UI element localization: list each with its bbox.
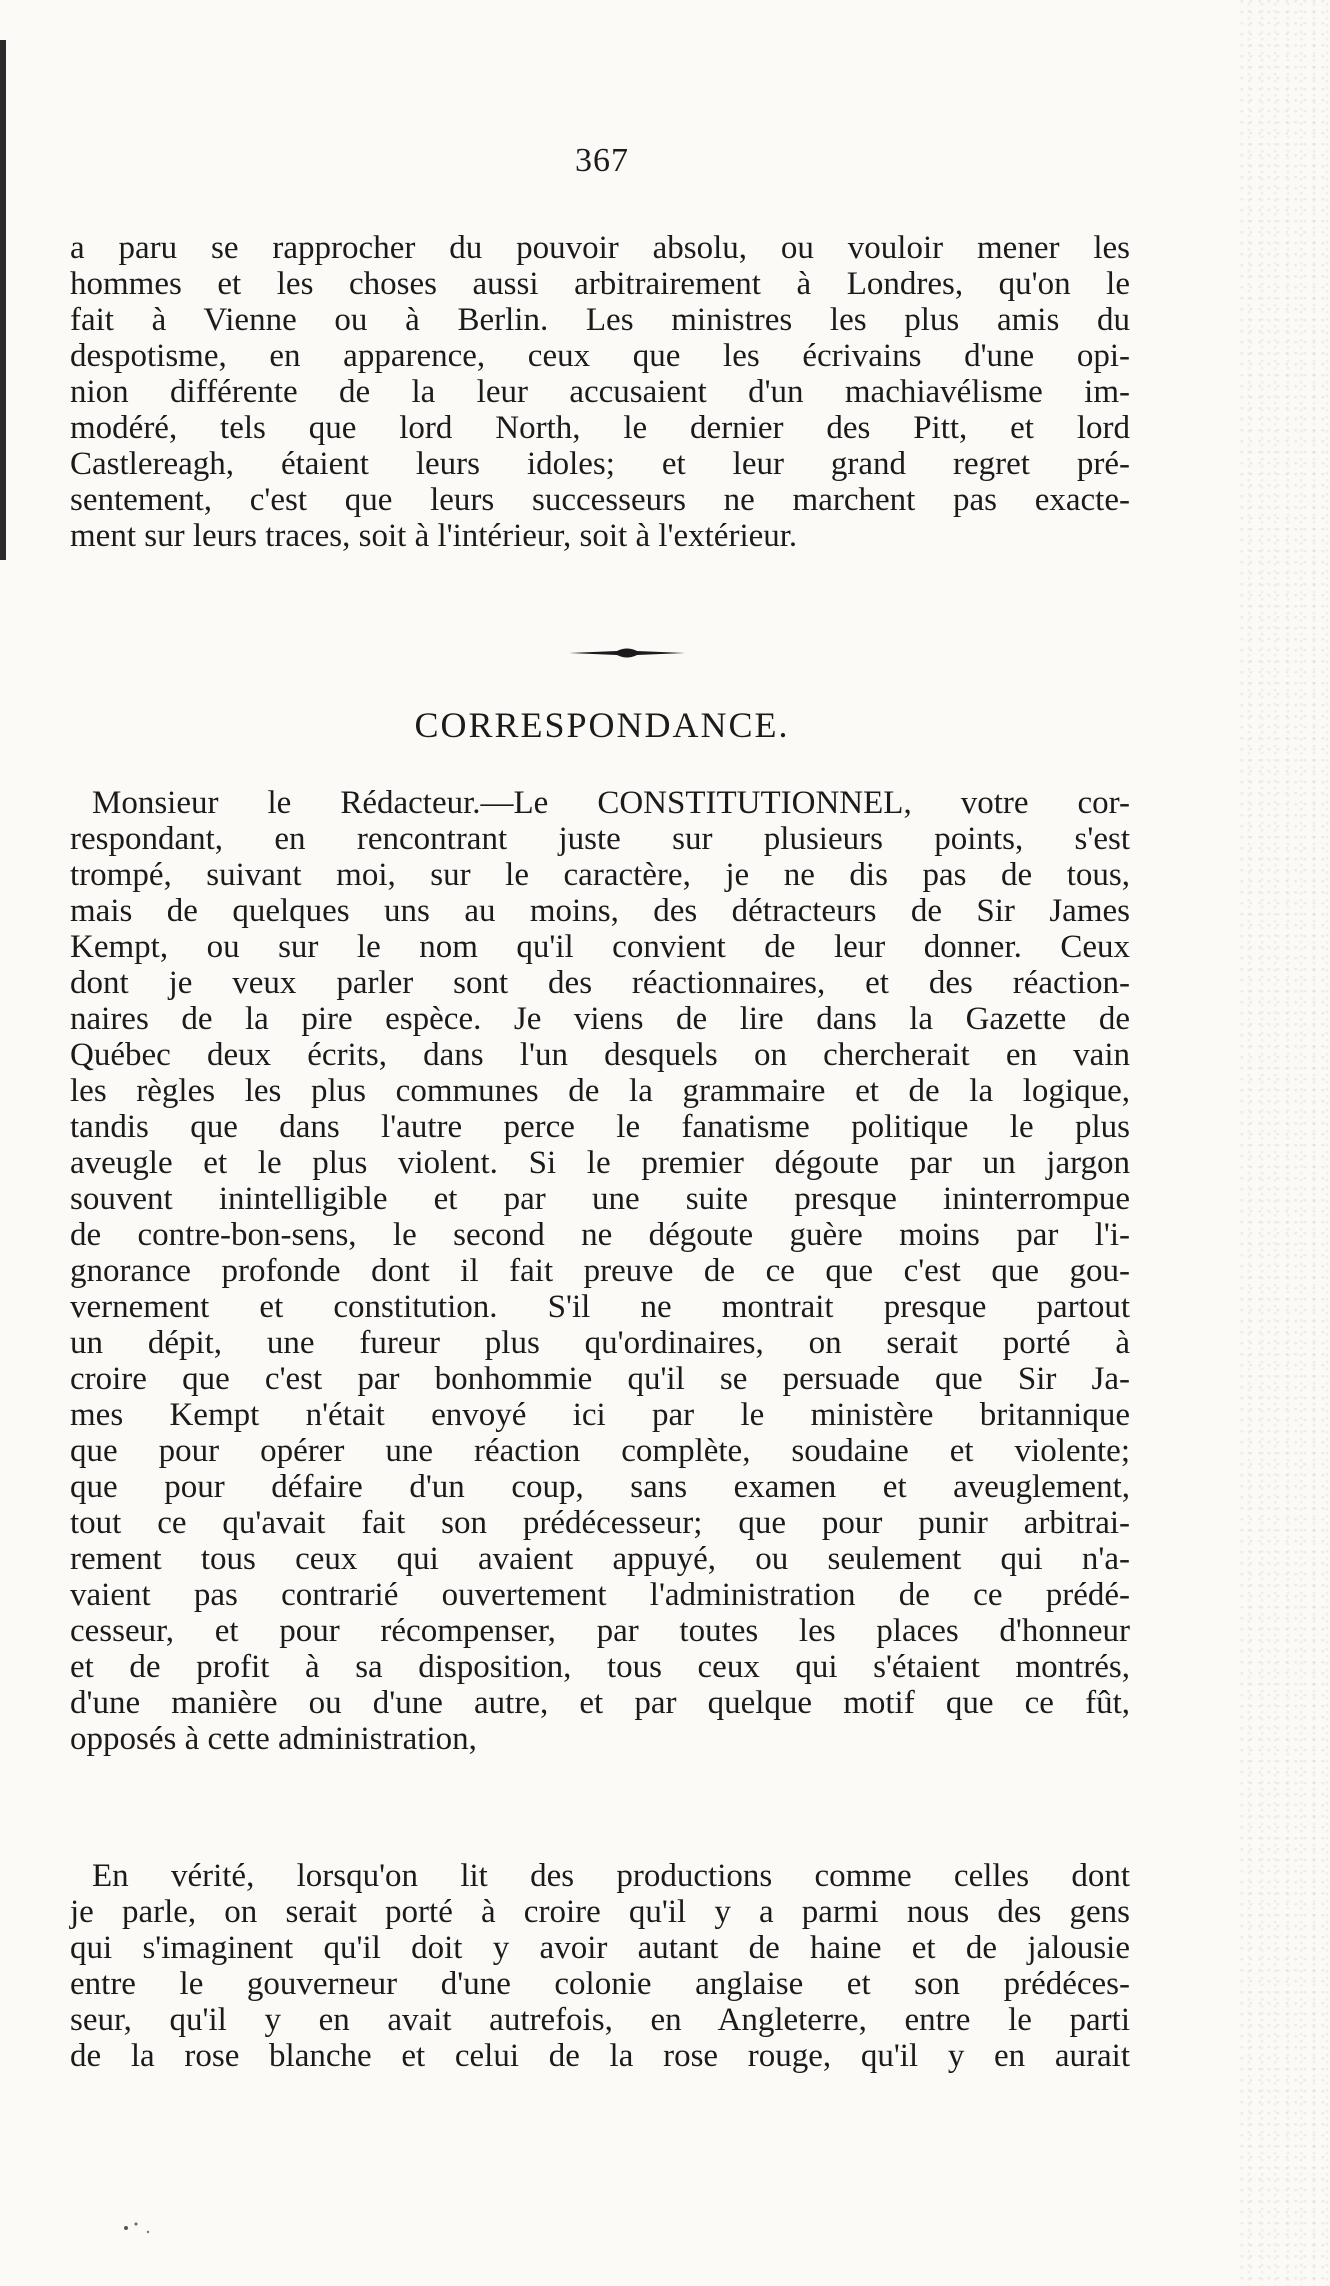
text-line: de la rose blanche et celui de la rose rouge, qu'il y en aurait [70, 2038, 1130, 2074]
text-line: modéré, tels que lord North, le dernier des Pitt, et lord [70, 410, 1130, 446]
paragraph-3 [70, 1858, 1130, 2074]
section-heading: CORRESPONDANCE. [414, 705, 790, 745]
text-line: seur, qu'il y en avait autrefois, en Angleterre, entre le parti [70, 2002, 1130, 2038]
text-line: trompé, suivant moi, sur le caractère, je ne dis pas de tous, [70, 857, 1130, 893]
text-line: Monsieur le Rédacteur.—Le CONSTITUTIONNEL, votre cor- [92, 785, 1130, 821]
text-line: sentement, c'est que leurs successeurs ne marchent pas exacte- [70, 482, 1130, 518]
text-line: mais de quelques uns au moins, des détracteurs de Sir James [70, 893, 1130, 929]
text-line: et de profit à sa disposition, tous ceux qui s'étaient montrés, [70, 1649, 1130, 1685]
text-line: gnorance profonde dont il fait preuve de ce que c'est que gou- [70, 1253, 1130, 1289]
page-number: 367 [575, 142, 629, 179]
text-line: vernement et constitution. S'il ne montrait presque partout [70, 1289, 1130, 1325]
text-line: mes Kempt n'était envoyé ici par le ministère britannique [70, 1397, 1130, 1433]
scan-speckle [1240, 0, 1330, 2286]
text-line: les règles les plus communes de la grammaire et de la logique, [70, 1073, 1130, 1109]
text-line: opposés à cette administration, [70, 1721, 477, 1757]
text-line: hommes et les choses aussi arbitrairement à Londres, qu'on le [70, 266, 1130, 302]
text-line: que pour défaire d'un coup, sans examen et aveuglement, [70, 1469, 1130, 1505]
text-line: Castlereagh, étaient leurs idoles; et leur grand regret pré- [70, 446, 1130, 482]
scan-smudge [120, 2218, 160, 2238]
text-line: un dépit, une fureur plus qu'ordinaires, on serait porté à [70, 1325, 1130, 1361]
text-line: nion différente de la leur accusaient d'un machiavélisme im- [70, 374, 1130, 410]
text-line: fait à Vienne ou à Berlin. Les ministres les plus amis du [70, 302, 1130, 338]
text-line: despotisme, en apparence, ceux que les écrivains d'une opi- [70, 338, 1130, 374]
text-line: dont je veux parler sont des réactionnaires, et des réaction- [70, 965, 1130, 1001]
text-line: vaient pas contrarié ouvertement l'administration de ce prédé- [70, 1577, 1130, 1613]
text-line: respondant, en rencontrant juste sur plusieurs points, s'est [70, 821, 1130, 857]
text-line: entre le gouverneur d'une colonie anglaise et son prédéces- [70, 1966, 1130, 2002]
text-line: Québec deux écrits, dans l'un desquels on chercherait en vain [70, 1037, 1130, 1073]
text-line: rement tous ceux qui avaient appuyé, ou seulement qui n'a- [70, 1541, 1130, 1577]
text-line: tout ce qu'avait fait son prédécesseur; que pour punir arbitrai- [70, 1505, 1130, 1541]
scan-edge [0, 40, 6, 560]
text-line: naires de la pire espèce. Je viens de lire dans la Gazette de [70, 1001, 1130, 1037]
text-line: croire que c'est par bonhommie qu'il se persuade que Sir Ja- [70, 1361, 1130, 1397]
text-line: Kempt, ou sur le nom qu'il convient de leur donner. Ceux [70, 929, 1130, 965]
text-line: ment sur leurs traces, soit à l'intérieur, soit à l'extérieur. [70, 518, 798, 554]
text-line: je parle, on serait porté à croire qu'il y a parmi nous des gens [70, 1894, 1130, 1930]
text-line: qui s'imaginent qu'il doit y avoir autant de haine et de jalousie [70, 1930, 1130, 1966]
paragraph-2 [70, 785, 1130, 1757]
text-line: d'une manière ou d'une autre, et par quelque motif que ce fût, [70, 1685, 1130, 1721]
paragraph-1 [70, 230, 1130, 554]
text-line: souvent inintelligible et par une suite presque ininterrompue [70, 1181, 1130, 1217]
text-line: En vérité, lorsqu'on lit des productions comme celles dont [92, 1858, 1130, 1894]
text-line: a paru se rapprocher du pouvoir absolu, ou vouloir mener les [70, 230, 1130, 266]
text-line: tandis que dans l'autre perce le fanatisme politique le plus [70, 1109, 1130, 1145]
text-line: aveugle et le plus violent. Si le premier dégoute par un jargon [70, 1145, 1130, 1181]
text-line: de contre-bon-sens, le second ne dégoute guère moins par l'i- [70, 1217, 1130, 1253]
section-divider-ornament [567, 644, 687, 662]
text-line: cesseur, et pour récompenser, par toutes les places d'honneur [70, 1613, 1130, 1649]
text-line: que pour opérer une réaction complète, soudaine et violente; [70, 1433, 1130, 1469]
